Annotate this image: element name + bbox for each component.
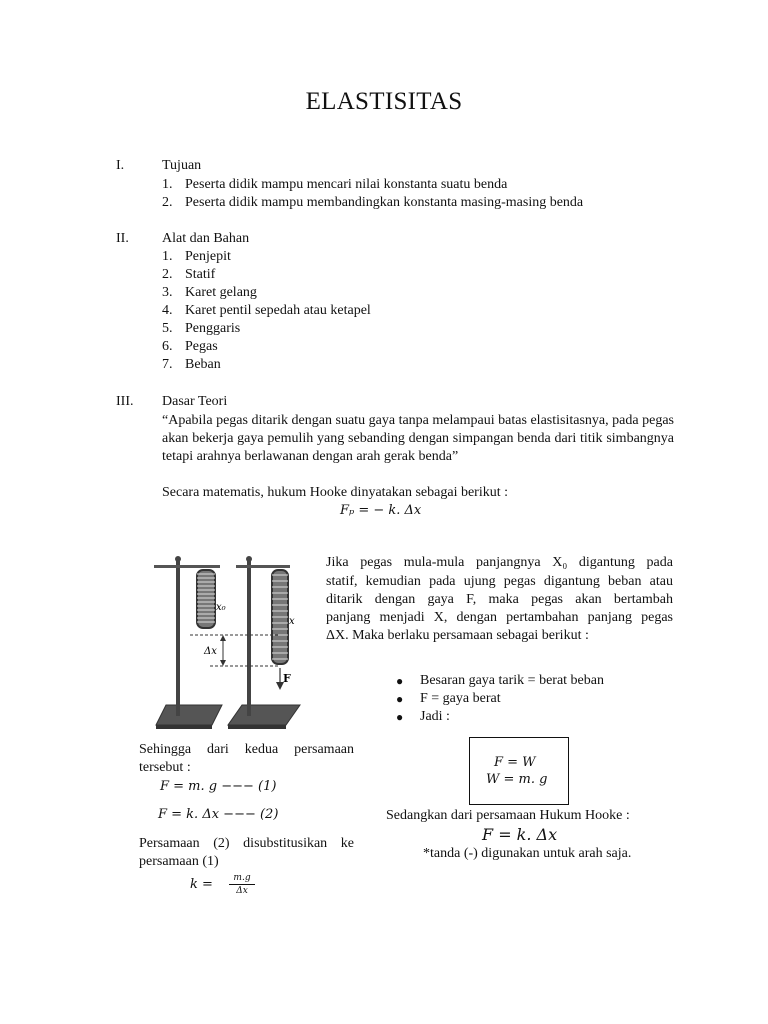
explanation-line: Jika pegas mula-mula panjangnya X₀ digantung pada xyxy=(326,555,673,570)
list-item: Karet pentil sepedah atau ketapel xyxy=(185,303,371,318)
list-number: 2. xyxy=(162,267,173,282)
math-intro: Secara matematis, hukum Hooke dinyatakan sebagai berikut : xyxy=(162,485,509,500)
document-title: ELASTISITAS xyxy=(305,88,463,115)
hooke-formula: Fₚ = − k. Δx xyxy=(340,503,422,518)
section-3-number: III. xyxy=(116,394,134,409)
list-number: 2. xyxy=(162,195,173,210)
note-text: *tanda (-) digunakan untuk arah saja. xyxy=(423,846,632,861)
list-item: Pegas xyxy=(185,339,218,354)
label-f: F xyxy=(283,672,291,685)
list-number: 3. xyxy=(162,285,173,300)
list-item: Penggaris xyxy=(185,321,241,336)
left-text-line: Persamaan (2) disubstitusikan ke xyxy=(139,836,354,851)
left-text-line: persamaan (1) xyxy=(139,854,219,869)
stand-arm xyxy=(154,565,220,568)
left-text-line: Sehingga dari kedua persamaan xyxy=(139,742,354,757)
list-number: 7. xyxy=(162,357,173,372)
bullet-item: Besaran gaya tarik = berat beban xyxy=(420,673,604,688)
section-2-number: II. xyxy=(116,231,129,246)
list-number: 1. xyxy=(162,249,173,264)
section-2-heading: Alat dan Bahan xyxy=(162,231,250,246)
list-item: Peserta didik mampu mencari nilai konstanta suatu benda xyxy=(185,177,508,192)
bullet-icon: ● xyxy=(396,710,404,724)
k-denominator: Δx xyxy=(236,886,248,896)
left-text-line: tersebut : xyxy=(139,760,191,775)
list-item: Beban xyxy=(185,357,221,372)
hooke-text: Sedangkan dari persamaan Hukum Hooke : xyxy=(386,808,630,823)
box-equation: F = W xyxy=(494,755,536,770)
list-number: 4. xyxy=(162,303,173,318)
explanation-line: statif, kemudian pada ujung pegas digantung beban atau xyxy=(326,574,673,589)
spring-figure xyxy=(150,550,310,730)
bullet-icon: ● xyxy=(396,674,404,688)
explanation-line: panjang menjadi X, dengan pertambahan panjang pegas xyxy=(326,610,673,625)
hooke-equation: F = k. Δx xyxy=(482,825,558,844)
explanation-line: ΔX. Maka berlaku persamaan sebagai berikut : xyxy=(326,628,589,643)
bullet-item: Jadi : xyxy=(420,709,450,724)
equation-box xyxy=(469,737,569,805)
stand-pole xyxy=(247,560,251,716)
list-number: 1. xyxy=(162,177,173,192)
bullet-item: F = gaya berat xyxy=(420,691,501,706)
spring-icon xyxy=(197,570,215,628)
list-number: 5. xyxy=(162,321,173,336)
equation-2: F = k. Δx −−− (2) xyxy=(158,807,279,822)
k-lhs: k = xyxy=(190,877,213,892)
list-item: Peserta didik mampu membandingkan konstanta masing-masing benda xyxy=(185,195,584,210)
list-item: Penjepit xyxy=(185,249,231,264)
bullet-icon: ● xyxy=(396,692,404,706)
label-x: x xyxy=(289,616,295,627)
theory-quote: “Apabila pegas ditarik dengan suatu gaya tanpa melampaui batas elastisitasnya, pada pegas akan bekerja gaya pemulih yang sebanding dengan simpangan benda dari titik simbangnya tetapi arahnya berlawanan dengan arah gerak benda” xyxy=(162,413,674,464)
equation-1: F = m. g −−− (1) xyxy=(160,779,277,794)
stand-pole xyxy=(176,560,180,716)
section-1-heading: Tujuan xyxy=(162,158,202,173)
section-3-heading: Dasar Teori xyxy=(162,394,228,409)
list-number: 6. xyxy=(162,339,173,354)
label-dx: Δx xyxy=(204,646,217,657)
box-equation: W = m. g xyxy=(486,772,548,787)
k-numerator: m.g xyxy=(229,873,255,885)
label-x0: x₀ xyxy=(216,602,226,613)
list-item: Karet gelang xyxy=(185,285,257,300)
section-1-number: I. xyxy=(116,158,125,173)
spring-icon xyxy=(272,570,288,664)
list-item: Statif xyxy=(185,267,216,282)
stand-arm xyxy=(236,565,290,568)
explanation-line: ditarik dengan gaya F, maka pegas akan bertambah xyxy=(326,592,673,607)
